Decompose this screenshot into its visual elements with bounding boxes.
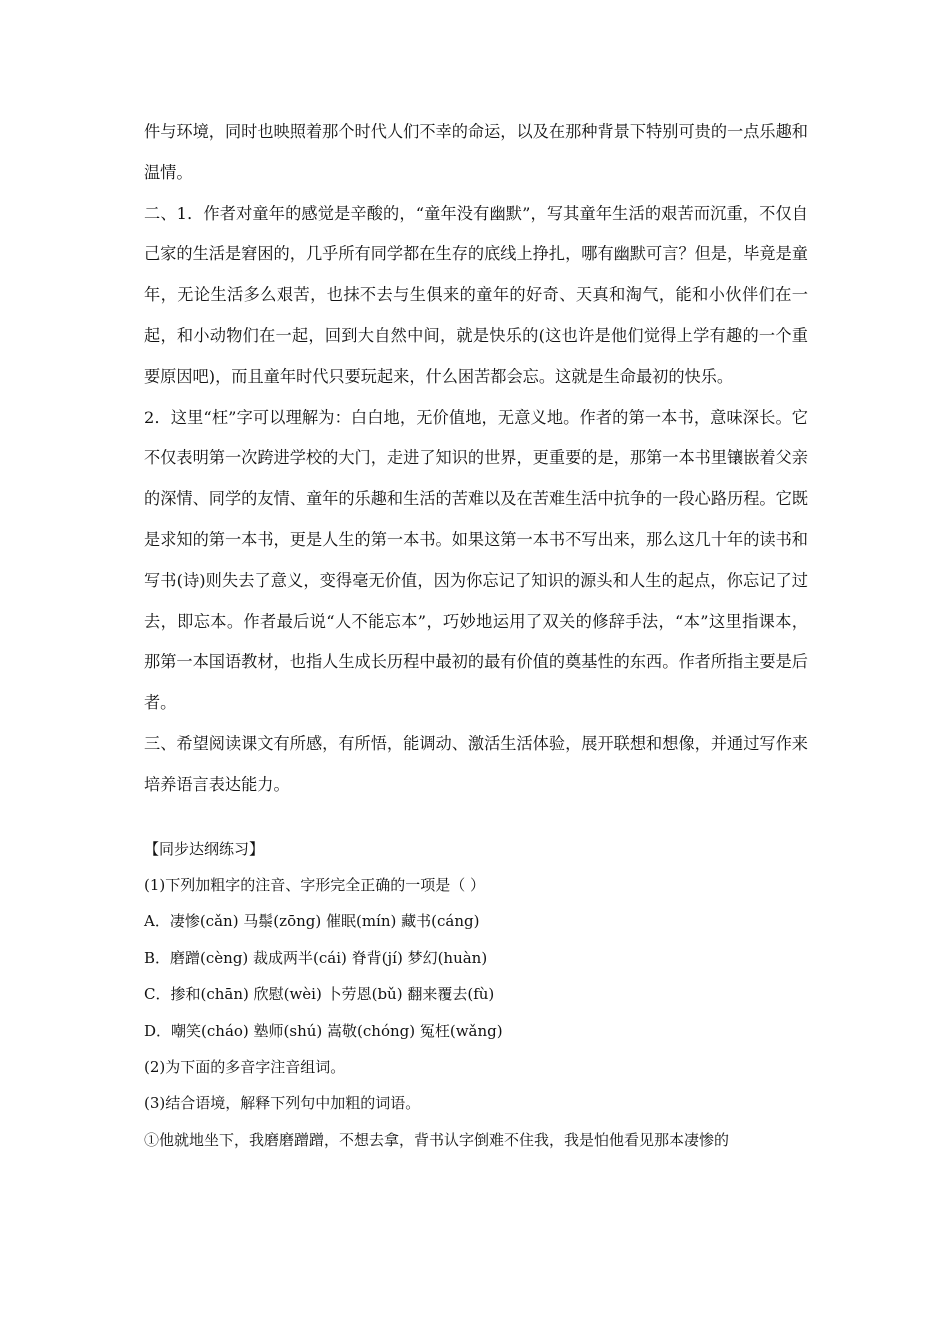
question-1: (1)下列加粗字的注音、字形完全正确的一项是（ ） xyxy=(144,875,486,894)
option-a: A．凄惨(cǎn) 马鬃(zōng) 催眠(mín) 藏书(cáng) xyxy=(144,912,480,931)
question-2: (2)为下面的多音字注音组词。 xyxy=(144,1057,346,1076)
section-gap xyxy=(144,806,808,831)
document-page xyxy=(144,112,808,1158)
question-3: (3)结合语境，解释下列句中加粗的词语。 xyxy=(144,1094,421,1113)
option-c: C．掺和(chān) 欣慰(wèi) 卜劳恩(bǔ) 翻来覆去(fù) xyxy=(144,985,495,1004)
answer-paragraph-4: 三、希望阅读课文有所感，有所悟，能调动、激活生活体验，展开联想和想像，并通过写作来培养语言表达能力。 xyxy=(144,733,808,794)
answer-paragraph-1: 件与环境，同时也映照着那个时代人们不幸的命运，以及在那种背景下特别可贵的一点乐趣和温情。 xyxy=(144,122,808,182)
sentence-1: ①他就地坐下，我磨磨蹭蹭，不想去拿，背书认字倒难不住我，我是怕他看见那本凄惨的 xyxy=(144,1130,730,1149)
answer-paragraph-2: 二、1．作者对童年的感觉是辛酸的，“童年没有幽默”，写其童年生活的艰苦而沉重，不仅自己家的生活是窘困的，几乎所有同学都在生存的底线上挣扎，哪有幽默可言？但是，毕竟是童年，无论生活多么艰苦，也抹不去与生俱来的童年的好奇、天真和淘气，能和小伙伴们在一起，和小动物们在一起，回到大自然中间，就是快乐的(这也许是他们觉得上学有趣的一个重要原因吧)，而且童年时代只要玩起来，什么困苦都会忘。这就是生命最初的快乐。 xyxy=(144,203,808,386)
exercise-heading: 【同步达纲练习】 xyxy=(144,839,265,858)
option-b: B．磨蹭(cèng) 裁成两半(cái) 脊背(jí) 梦幻(huàn) xyxy=(144,948,488,967)
answer-paragraph-3: 2．这里“枉”字可以理解为：白白地，无价值地，无意义地。作者的第一本书，意味深长。它不仅表明第一次跨进学校的大门，走进了知识的世界，更重要的是，那第一本书里镶嵌着父亲的深情、同学的友情、童年的乐趣和生活的苦难以及在苦难生活中抗争的一段心路历程。它既是求知的第一本书，更是人生的第一本书。如果这第一本书不写出来，那么这几十年的读书和写书(诗)则失去了意义，变得毫无价值，因为你忘记了知识的源头和人生的起点，你忘记了过去，即忘本。作者最后说“人不能忘本”，巧妙地运用了双关的修辞手法，“本”这里指课本，那第一本国语教材，也指人生成长历程中最初的最有价值的奠基性的东西。作者所指主要是后者。 xyxy=(144,407,808,713)
option-d: D．嘲笑(cháo) 塾师(shú) 嵩敬(chóng) 冤枉(wǎng) xyxy=(144,1021,503,1040)
